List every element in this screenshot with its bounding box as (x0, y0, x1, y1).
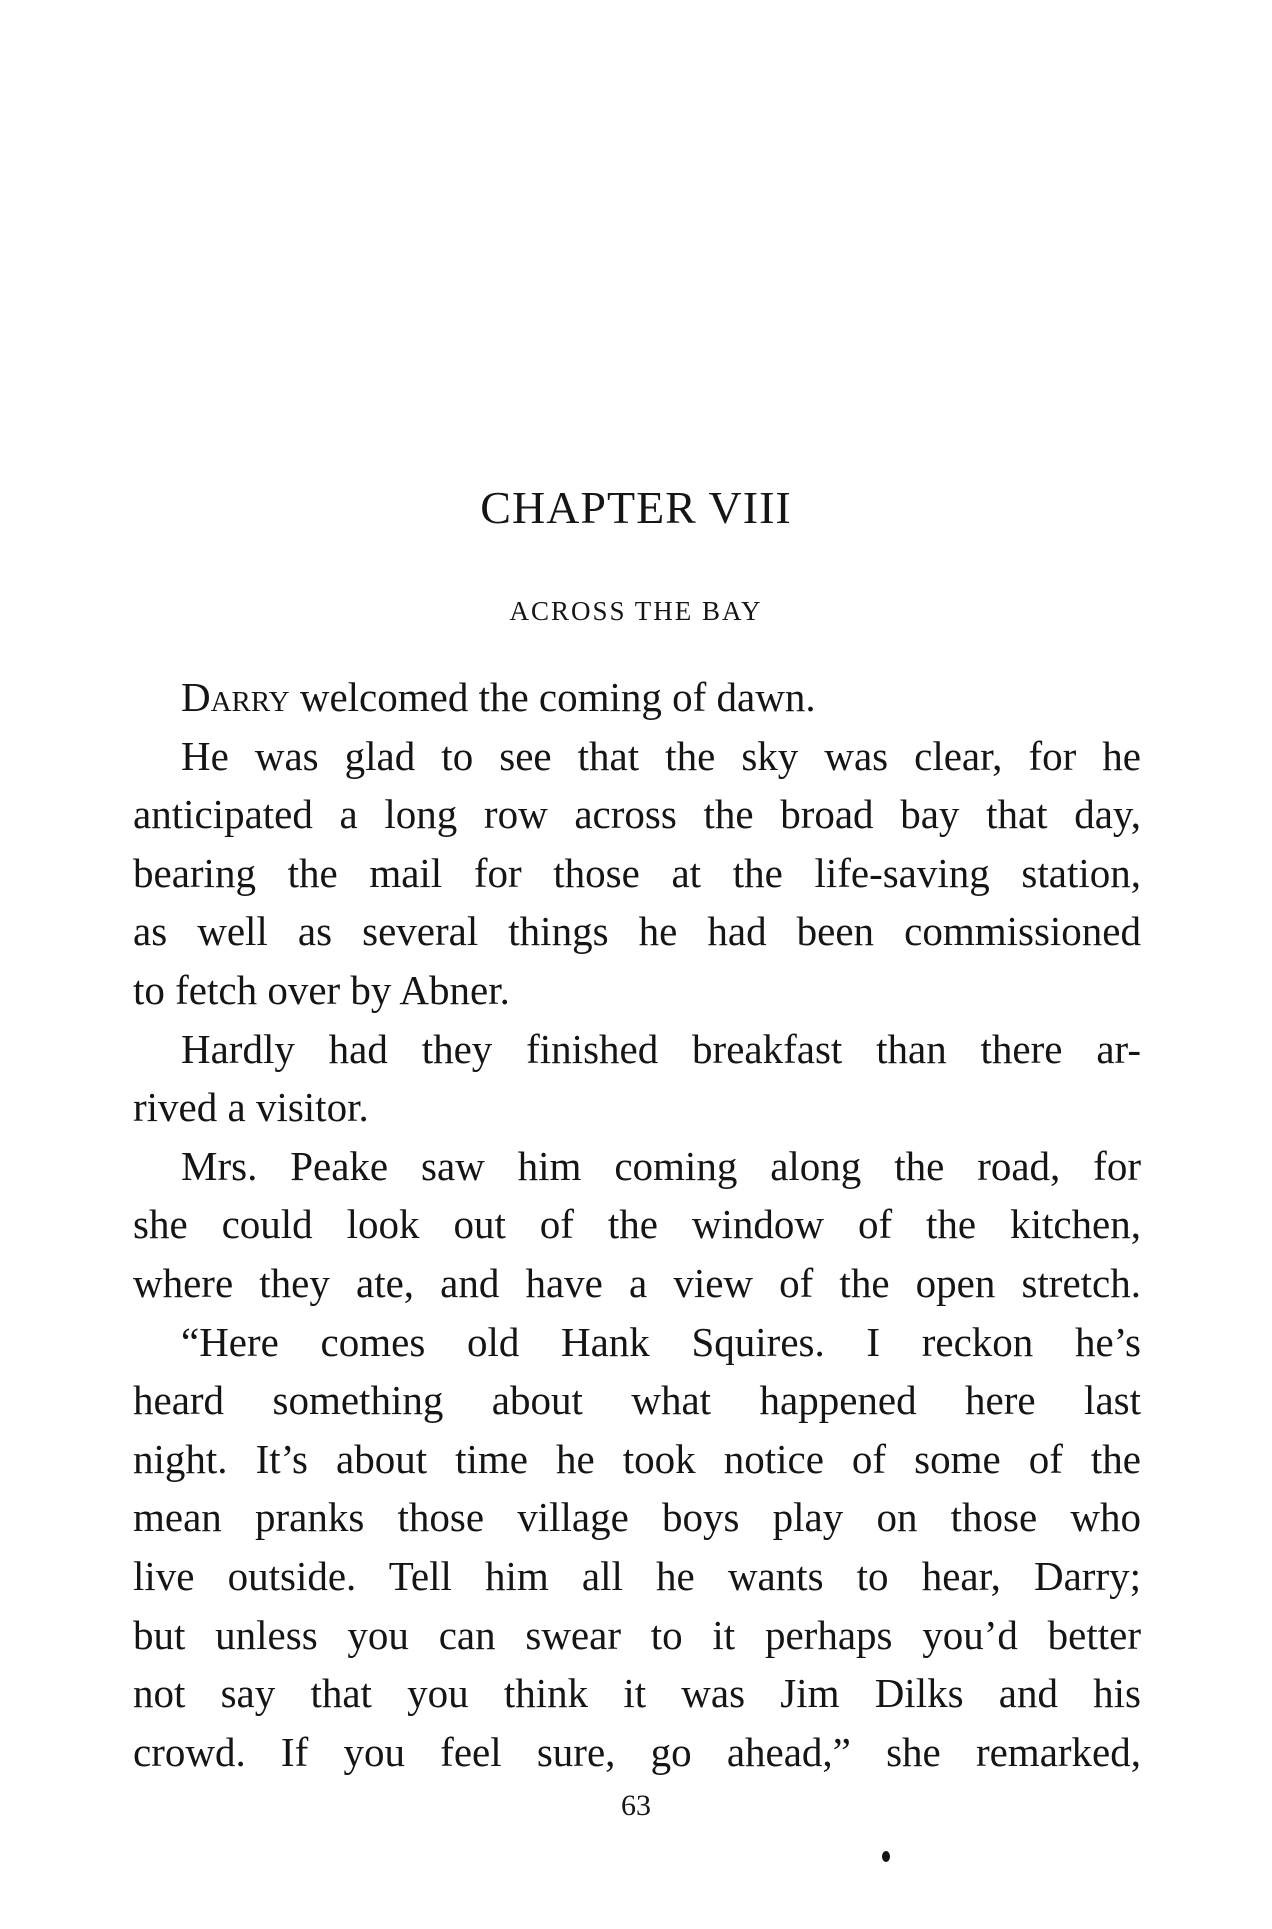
chapter-heading: CHAPTER VIII (480, 482, 792, 533)
text-line: He was glad to see that the sky was clear, for he (181, 732, 1141, 779)
text-line: bearing the mail for those at the life-saving station, (133, 849, 1141, 896)
text-line: “Here comes old Hank Squires. I reckon he’s (181, 1318, 1141, 1365)
text-line: to fetch over by Abner. (133, 966, 510, 1013)
text-line: live outside. Tell him all he wants to hear, Darry; (133, 1552, 1141, 1599)
opening-word: Darry (181, 674, 290, 720)
text-line: heard something about what happened here last (133, 1377, 1141, 1424)
opening-rest: welcomed the coming of dawn. (289, 674, 816, 720)
text-line: anticipated a long row across the broad bay that day, (133, 791, 1141, 838)
ink-speck (882, 1851, 890, 1862)
body-text (133, 668, 1141, 1781)
text-line: crowd. If you feel sure, go ahead,” she remarked, (133, 1728, 1141, 1775)
text-line: as well as several things he had been commissioned (133, 908, 1141, 955)
text-line: Hardly had they finished breakfast than there ar- (181, 1025, 1141, 1072)
text-line: where they ate, and have a view of the open stretch. (133, 1259, 1141, 1306)
text-line: night. It’s about time he took notice of some of the (133, 1435, 1141, 1482)
text-line: Mrs. Peake saw him coming along the road, for (181, 1142, 1141, 1189)
text-line: rived a visitor. (133, 1084, 369, 1131)
page-number: 63 (621, 1789, 651, 1822)
text-line: she could look out of the window of the kitchen, (133, 1201, 1141, 1248)
chapter-subtitle: ACROSS THE BAY (509, 596, 763, 626)
text-line: mean pranks those village boys play on those who (133, 1494, 1141, 1541)
text-line: not say that you think it was Jim Dilks and his (133, 1670, 1141, 1717)
text-line (133, 668, 1141, 727)
text-line: but unless you can swear to it perhaps you’d better (133, 1611, 1141, 1658)
